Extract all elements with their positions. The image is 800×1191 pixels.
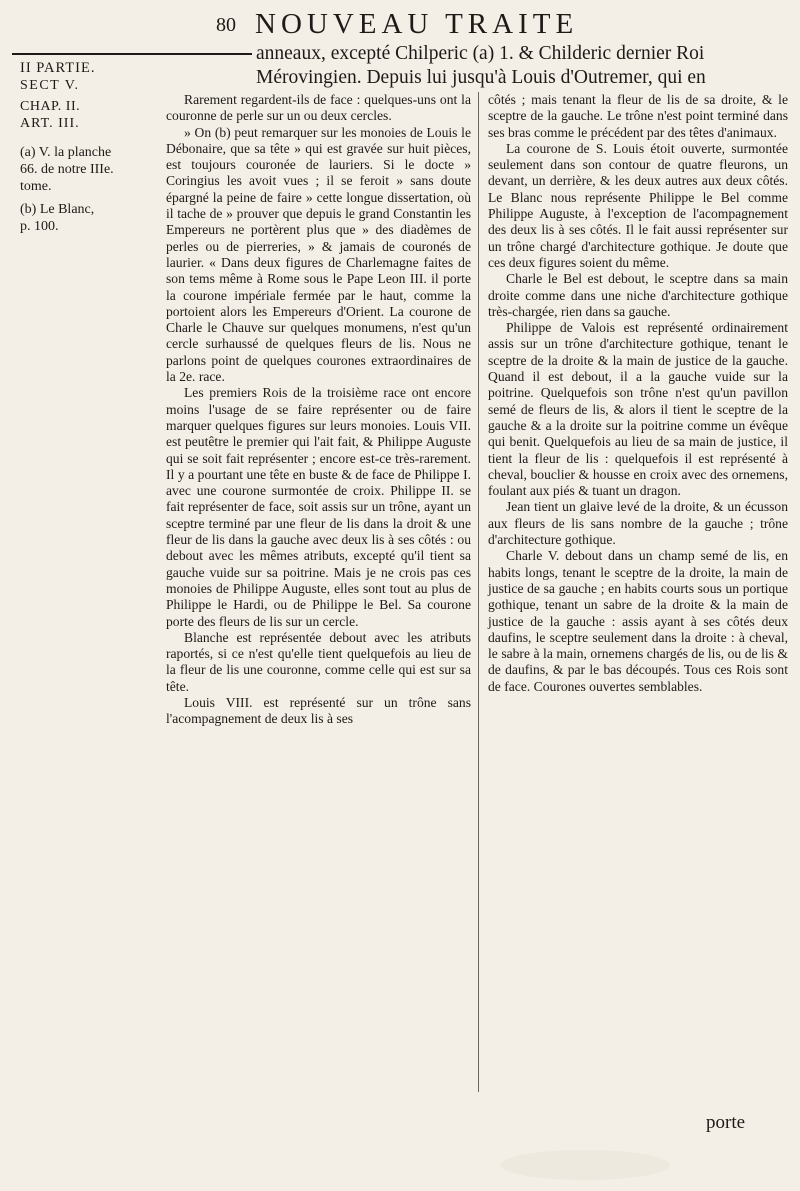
paragraph: La courone de S. Louis étoit ouverte, surmontée seulement dans son contour de quatre fleurons, un devant, un derrière, & les deux autres aux deux côtés. Le Blanc nous représente Philippe le Bel comme Philippe Auguste, à l'exception de l'acompagnement des deux lis à ses côtés. Il le fait aussi représenter sur un trône chargé d'architecture gothique. Je doute que ces deux figures soient du même. [488, 140, 788, 270]
margin-note-a [20, 144, 165, 195]
margin-notes [20, 60, 165, 235]
paragraph: » On (b) peut remarquer sur les monoies de Louis le Débonaire, que sa tête » qui est gravée sur huit pièces, est toujours couronée de lauriers. Si le docte » Coringius les avoit vues ; il se feroit » sans doute épargné la peine de faire » cette longue dissertation, où il tache de » prouver que depuis le grand Constantin les Empereurs ne portèrent plus que » des diadèmes de perles ou de pierreries, » & jamais de couronés de laurier. « Dans deux figures de Charlemagne faites de son tems même à Rome sous le Pape Leon III. il porte la courone impériale fermée par le haut, comme la portoient alors les Empereurs d'Orient. La courone de Charle le Chauve sur quelques monumens, n'est qu'un cercle surhaussé de quelques fleurs de lis. Nous ne parlons point de quelques courones extraordinaires de la 2e. race. [166, 124, 471, 385]
paragraph: côtés ; mais tenant la fleur de lis de sa droite, & le sceptre de la gauche. Le trône n'est point terminé dans ses bras comme le précédent par des têtes d'animaux. [488, 92, 788, 140]
paragraph: Charle V. debout dans un champ semé de lis, en habits longs, tenant le sceptre de la droite, la main de justice de sa gauche ; en habits courts sous un portique gothique, tenant un sabre de la droite & la main de justice de la gauche : assis ayant à ses côtés deux daufins, le sceptre seulement dans la droite : à cheval, le sabre à la main, ornemens chargés de lis, ou de lis & de daufins, & par le bas découpés. Tous ces Rois sont de face. Courones ouvertes semblables. [488, 548, 788, 694]
margin-note-a-line: tome. [20, 179, 52, 194]
left-column [166, 92, 471, 728]
paragraph: Charle le Bel est debout, le sceptre dans sa main droite comme dans une niche d'architecture gothique très-chargée, rien dans sa gauche. [488, 271, 788, 319]
paper-stain [500, 1150, 670, 1180]
header-rule [12, 53, 252, 55]
margin-note-b-line: p. 100. [20, 219, 59, 234]
opening-lines [256, 42, 796, 90]
running-title: NOUVEAU TRAITE [255, 8, 579, 40]
margin-note-a-line: (a) V. la planche [20, 145, 112, 160]
opening-line: anneaux, excepté Chilperic (a) 1. & Childeric dernier Roi [256, 43, 705, 64]
paragraph: Jean tient un glaive levé de la droite, & un écusson aux fleurs de lis sans nombre de la gauche ; trône d'architecture gothique. [488, 499, 788, 548]
margin-part: II PARTIE. [20, 60, 96, 76]
column-divider [478, 92, 479, 1092]
paragraph: Philippe de Valois est représenté ordinairement assis sur un trône d'architecture gothique, tenant le sceptre de la droite & la main de justice de la gauche. Quand il est debout, il a la gauche vuide sur la poitrine. Quelquefois son trône n'est qu'un pavillon semé de fleurs de lis, & alors il tient le sceptre de la gauche & a la droite sur la poitrine comme un évêque qui benit. Quelquefois au lieu de sa main de justice, il tient la fleur de lis : quelquefois il est représenté à cheval, bouclier & housse en croix avec des ornemens, foulant aux piés & tuant un dragon. [488, 320, 788, 499]
page-header [0, 6, 800, 46]
margin-article: ART. III. [20, 116, 80, 131]
margin-note-b-line: (b) Le Blanc, [20, 202, 95, 217]
paragraph: Louis VIII. est représenté sur un trône sans l'acompagnement de deux lis à ses [166, 694, 471, 727]
catchword: porte [706, 1112, 746, 1133]
margin-note-b [20, 201, 165, 235]
right-column [488, 92, 788, 695]
margin-section: SECT V. [20, 78, 80, 93]
paragraph: Blanche est représentée debout avec les atributs raportés, si ce n'est qu'elle tient quelquefois au lieu de la fleur de lis une couronne, comme celle qui est sur sa tête. [166, 629, 471, 694]
margin-chapter: CHAP. II. [20, 99, 81, 114]
opening-line: Mérovingien. Depuis lui jusqu'à Louis d'Outremer, qui en [256, 67, 706, 88]
margin-note-a-line: 66. de notre IIIe. [20, 162, 114, 177]
paragraph: Les premiers Rois de la troisième race ont encore moins l'usage de se faire représenter ou de faire marquer quelques figures sur leurs monoies. Louis VII. est peutêtre le premier qui l'ait fait, & Philippe Auguste qui se soit fait représenter ; encore est-ce très-rarement. Il y a pourtant une tête en buste & de face de Philippe I. avec une courone surmontée de croix. Philippe II. se fait représenter de face, soit assis sur un trône, ayant un sceptre terminé par une fleur de lis dans la droit & une fleur de lis dans la gauche avec deux lis à ses côtés : ou debout avec les mêmes atributs, excepté qu'il tient sa gauche vuide sur sa poitrine. Mais je ne crois pas ces monoies de Philippe Auguste, elles sont tout au plus de Philippe le Hardi, ou de Philippe le Bel. Sa courone porte des fleurs de lis sur un cercle. [166, 385, 471, 629]
page-number: 80 [216, 14, 236, 36]
paragraph: Rarement regardent-ils de face : quelques-uns ont la couronne de perle sur un ou deux cercles. [166, 92, 471, 124]
